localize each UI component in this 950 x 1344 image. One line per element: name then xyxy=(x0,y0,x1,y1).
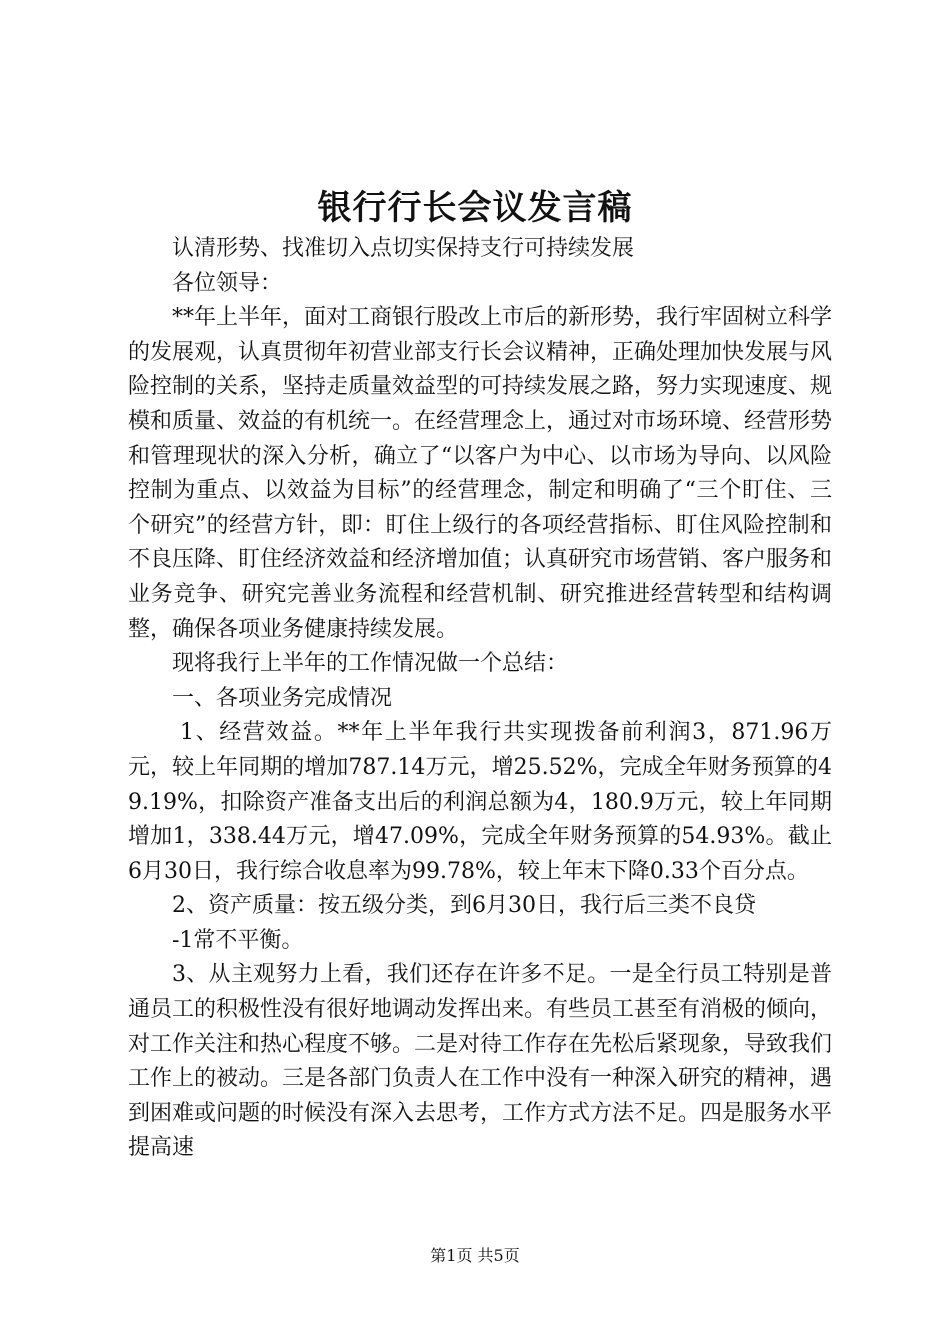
subtitle-paragraph: 认清形势、找准切入点切实保持支行可持续发展 xyxy=(172,236,635,261)
fragment-paragraph: -1常不平衡。 xyxy=(172,927,304,953)
salutation-paragraph: 各位领导： xyxy=(172,270,283,296)
section-heading: 一、各项业务完成情况 xyxy=(172,685,393,711)
document-body xyxy=(128,232,832,1166)
shortcomings-paragraph: 3、从主观努力上看，我们还存在许多不足。一是全行员工特别是普通员工的积极性没有很好地调动发挥出来。有些员工甚至有消极的倾向，对工作关注和热心程度不够。二是对待工作存在先松后紧现象，导致我们工作上的被动。三是各部门负责人在工作中没有一种深入研究的精神，遇到困难或问题的时候没有深入去思考，工作方式方法不足。四是服务水平提高速 xyxy=(128,962,833,1161)
performance-paragraph: 1、经营效益。**年上半年我行共实现拨备前利润3，871.96万元，较上年同期的增加787.14万元，增25.52%，完成全年财务预算的49.19%，扣除资产准备支出后的利润总额为4，180.9万元，较上年同期增加1，338.44万元，增47.09%，完成全年财务预算的54.93%。截止6月30日，我行综合收息率为99.78%，较上年末下降0.33个百分点。 xyxy=(128,720,832,884)
asset-quality-paragraph: 2、资产质量：按五级分类，到6月30日，我行后三类不良贷 xyxy=(172,893,756,919)
intro-paragraph: **年上半年，面对工商银行股改上市后的新形势，我行牢固树立科学的发展观，认真贯彻年初营业部支行长会议精神，正确处理加快发展与风险控制的关系，坚持走质量效益型的可持续发展之路，努力实现速度、规模和质量、效益的有机统一。在经营理念上，通过对市场环境、经营形势和管理现状的深入分析，确立了“以客户为中心、以市场为导向、以风险控制为重点、以效益为目标”的经营理念，制定和明确了“三个盯住、三个研究”的经营方针，即：盯住上级行的各项经营指标、盯住风险控制和不良压降、盯住经济效益和经济增加值；认真研究市场营销、客户服务和业务竞争、研究完善业务流程和经营机制、研究推进经营转型和结构调整，确保各项业务健康持续发展。 xyxy=(128,305,833,642)
document-title: 银行行长会议发言稿 xyxy=(317,188,633,228)
page-footer: 第1页 共5页 xyxy=(430,1246,520,1265)
summary-lead-paragraph: 现将我行上半年的工作情况做一个总结： xyxy=(172,651,569,677)
